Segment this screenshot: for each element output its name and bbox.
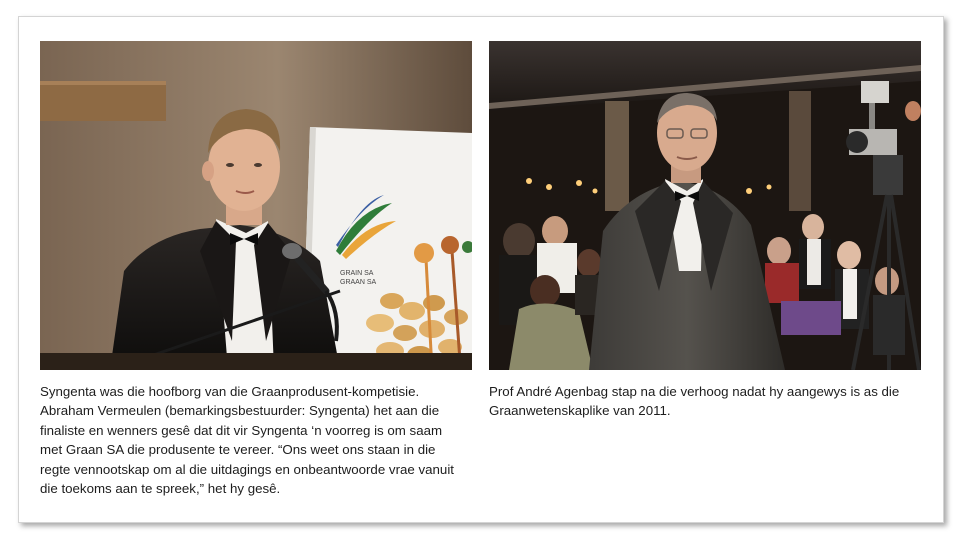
caption-left: Syngenta was die hoofborg van die Graanprodusent-kompetisie. Abraham Vermeulen (bemarkingsbestuurder: Syngenta) het aan die finaliste en wenners gesê dat dit vir Syngenta ‘n voorreg is om saam met Graan SA die produsente te vereer. “Ons weet ons staan in die regte vennootskap om al die uitdagings en onbeantwoorde vrae vanuit die toekoms aan te spreek,” het hy gesê. — [40, 384, 454, 497]
gala-photo — [489, 41, 921, 370]
svg-text:GRAIN SA: GRAIN SA — [340, 270, 374, 277]
speaker-photo — [40, 41, 472, 370]
article-card — [18, 16, 944, 523]
caption-right: Prof André Agenbag stap na die verhoog nadat hy aangewys is as die Graanwetenskaplike van 2011. — [489, 384, 900, 419]
svg-text:GRAAN SA: GRAAN SA — [340, 279, 377, 286]
